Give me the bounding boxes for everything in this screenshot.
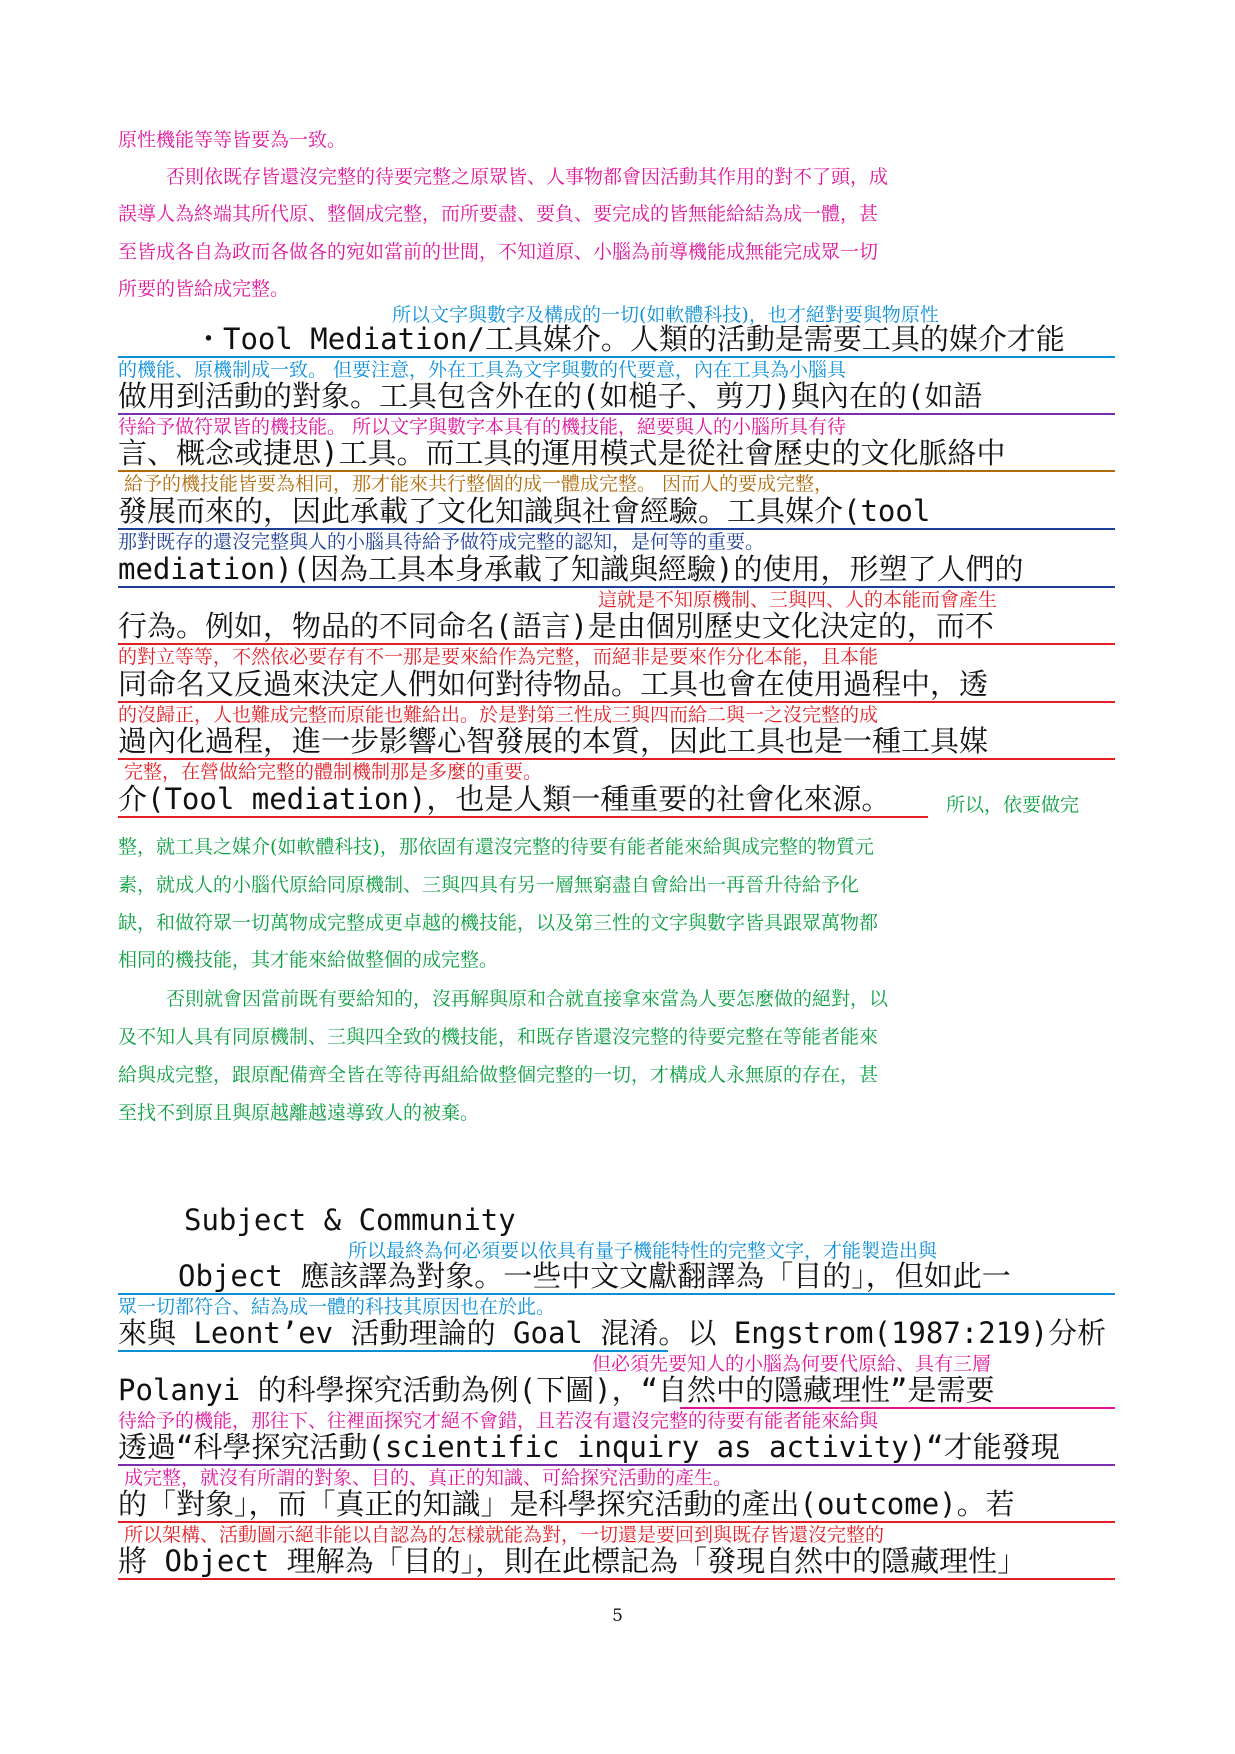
annotation-note: 那對既存的還沒完整與人的小腦具待給予做符成完整的認知，是何等的重要。: [118, 531, 765, 553]
annotation-note: 的機能、原機制成一致。 但要注意，外在工具為文字與數的代要意，內在工具為小腦具: [118, 359, 847, 381]
main-text-line: 的「對象」，而「真正的知識」是科學探究活動的產出(outcome)。若: [118, 1487, 1015, 1521]
underline: [118, 1293, 1115, 1295]
annotation-note: 所以文字與數字及構成的一切(如軟體科技)，也才絕對要與物原性: [392, 304, 939, 326]
underline: [118, 528, 1115, 530]
intro-line: 誤導人為終端其所代原、整個成完整，而所要盡、要負、要完成的皆無能給結為成一體，甚: [118, 203, 879, 225]
underline: [118, 1521, 1115, 1523]
annotation-note: 的沒歸正，人也難成完整而原能也難給出。於是對第三性成三與四而給二與一之沒完整的成: [118, 704, 879, 726]
underline: [118, 701, 1115, 703]
main-text-line: 將 Object 理解為「目的」，則在此標記為「發現自然中的隱藏理性」: [118, 1544, 1027, 1578]
green-line: 整，就工具之媒介(如軟體科技)，那依固有還沒完整的待要有能者能來給與成完整的物質元: [118, 836, 874, 858]
underline: [118, 643, 1115, 645]
green-line: 及不知人具有同原機制、三與四全致的機技能，和既存皆還沒完整的待要完整在等能者能來: [118, 1026, 879, 1048]
section-heading: Subject & Community: [184, 1203, 516, 1237]
main-text-line: 來與 Leont’ev 活動理論的 Goal 混淆。以 Engstrom(1987:219)分析: [118, 1316, 1107, 1350]
underline: [118, 356, 1115, 358]
green-line: 否則就會因當前既有要給知的，沒再解與原和合就直接拿來當為人要怎麼做的絕對，以: [166, 988, 889, 1010]
green-line: 缺，和做符眾一切萬物成完整成更卓越的機技能，以及第三性的文字與數字皆具跟眾萬物都: [118, 912, 879, 934]
underline: [118, 758, 1115, 760]
annotation-note: 待給予做符眾皆的機技能。 所以文字與數字本具有的機技能，絕要與人的小腦所具有待: [118, 416, 847, 438]
main-text-line: 發展而來的，因此承載了文化知識與社會經驗。工具媒介(tool: [118, 494, 931, 528]
main-text-line: ・Tool Mediation/工具媒介。人類的活動是需要工具的媒介才能: [194, 322, 1065, 356]
green-line: 相同的機技能，其才能來給做整個的成完整。: [118, 949, 499, 971]
annotation-note: 給予的機技能皆要為相同，那才能來共行整個的成一體成完整。 因而人的要成完整，: [124, 473, 834, 495]
main-text-line: Object 應該譯為對象。一些中文文獻翻譯為「目的」，但如此一: [178, 1259, 1011, 1293]
annotation-note: 的對立等等，不然依必要存有不一那是要來給作為完整，而絕非是要來作分化本能，且本能: [118, 646, 879, 668]
underline: [118, 586, 1115, 588]
main-text-line: 行為。例如，物品的不同命名(語言)是由個別歷史文化決定的，而不: [118, 609, 994, 643]
annotation-note: 所以，依要做完: [946, 794, 1080, 816]
annotation-note: 待給予的機能，那往下、往裡面探究才絕不會錯，且若沒有還沒完整的待要有能者能來給與: [118, 1410, 879, 1432]
intro-line: 至皆成各自為政而各做各的宛如當前的世間，不知道原、小腦為前導機能成無能完成眾一切: [118, 241, 879, 263]
green-line: 至找不到原且與原越離越遠導致人的被棄。: [118, 1102, 480, 1124]
underline: [118, 1464, 1115, 1466]
underline: [680, 1407, 1115, 1409]
annotation-note: 所以架構、活動圖示絕非能以自認為的怎樣就能為對，一切還是要回到與既存皆還沒完整的: [124, 1524, 885, 1546]
underline: [118, 816, 928, 818]
annotation-note: 完整，在營做給完整的體制機制那是多麼的重要。: [124, 761, 543, 783]
green-line: 素，就成人的小腦代原給同原機制、三與四具有另一層無窮盡自會給出一再晉升待給予化: [118, 874, 860, 896]
underline: [118, 1350, 668, 1352]
intro-line: 否則依既存皆還沒完整的待要完整之原眾皆、人事物都會因活動其作用的對不了頭，成: [166, 166, 889, 188]
annotation-note: 所以最終為何必須要以依具有量子機能特性的完整文字，才能製造出與: [348, 1240, 938, 1262]
green-line: 給與成完整，跟原配備齊全皆在等待再組給做整個完整的一切，才構成人永無原的存在，甚: [118, 1064, 879, 1086]
underline: [118, 413, 1115, 415]
page-number: 5: [612, 1606, 623, 1626]
annotation-note: 但必須先要知人的小腦為何要代原給、具有三層: [592, 1353, 992, 1375]
underline: [118, 470, 1115, 472]
main-text-line: 過內化過程，進一步影響心智發展的本質，因此工具也是一種工具媒: [118, 724, 989, 758]
main-text-line: 透過“科學探究活動(scientific inquiry as activity)“才能發現: [118, 1430, 1060, 1464]
main-text-line: 做用到活動的對象。工具包含外在的(如槌子、剪刀)與內在的(如語: [118, 379, 983, 413]
intro-line: 原性機能等等皆要為一致。: [118, 129, 347, 151]
main-text-line: 言、概念或捷思)工具。而工具的運用模式是從社會歷史的文化脈絡中: [118, 436, 1006, 470]
main-text-line: 同命名又反過來決定人們如何對待物品。工具也會在使用過程中，透: [118, 667, 989, 701]
annotation-note: 眾一切都符合、結為成一體的科技其原因也在於此。: [118, 1296, 556, 1318]
annotation-note: 成完整，就沒有所謂的對象、目的、真正的知識、可給探究活動的產生。: [124, 1467, 733, 1489]
intro-line: 所要的皆給成完整。: [118, 278, 290, 300]
main-text-line: Polanyi 的科學探究活動為例(下圖)，“自然中的隱藏理性”是需要: [118, 1373, 995, 1407]
main-text-line: mediation)(因為工具本身承載了知識與經驗)的使用，形塑了人們的: [118, 552, 1024, 586]
main-text-line: 介(Tool mediation)，也是人類一種重要的社會化來源。: [118, 782, 891, 816]
annotation-note: 這就是不知原機制、三與四、人的本能而會產生: [598, 589, 998, 611]
underline: [118, 1578, 1115, 1580]
